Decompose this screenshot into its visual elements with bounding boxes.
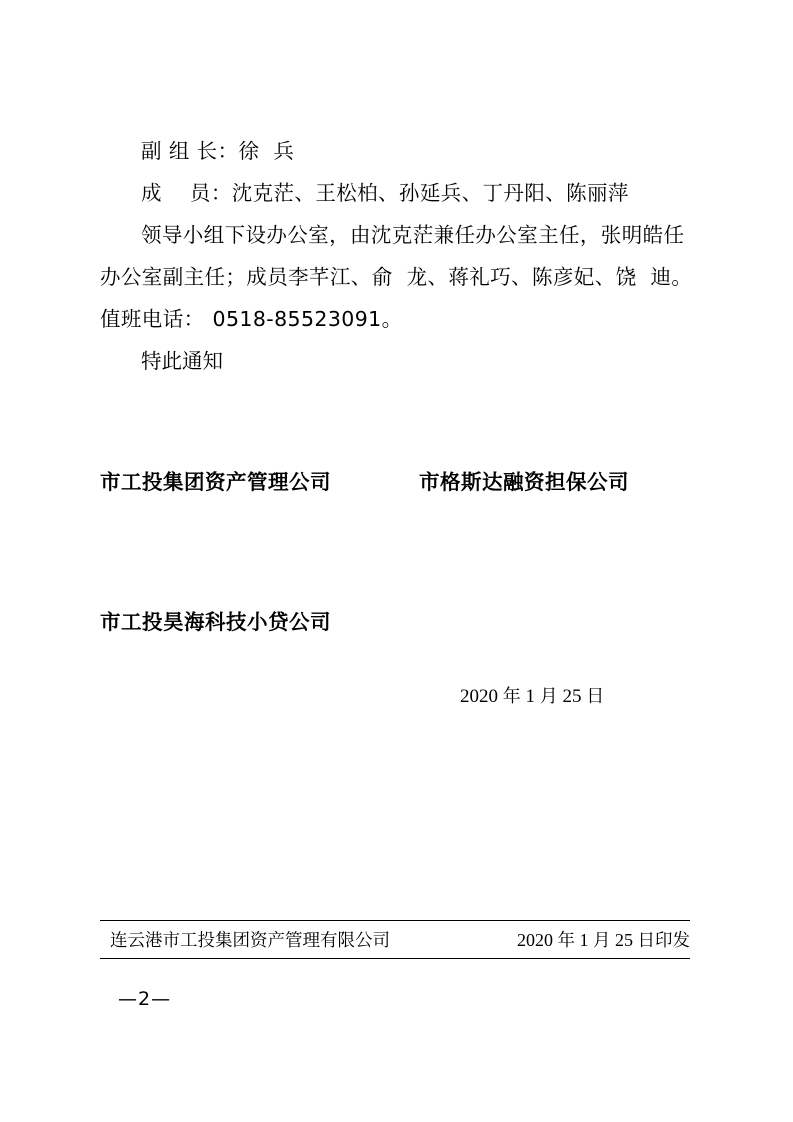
signer-guarantee-company: 市格斯达融资担保公司 [419, 470, 629, 494]
footer-issue-date [517, 927, 690, 952]
paragraph-office-line2 [100, 256, 710, 298]
page-number: —2— [118, 988, 172, 1010]
office-line1-text: 领导小组下设办公室，由沈克茫兼任办公室主任，张明皓任 [141, 223, 685, 247]
footer-date-day-char: 日印发 [637, 931, 690, 951]
duty-phone-number: 0518-85523091 [212, 307, 382, 331]
office-line2-part1: 办公室副主任；成员李芊江、俞 [100, 265, 393, 289]
signature-row-1 [100, 465, 720, 495]
footer-date-month-char: 月 [593, 931, 611, 951]
deputy-leader-name-second: 兵 [273, 139, 295, 163]
members-names: 沈克茫、王松柏、孙延兵、丁丹阳、陈丽萍 [231, 181, 629, 205]
paragraph-deputy-leader [100, 130, 710, 172]
date-year-char: 年 [502, 686, 521, 707]
office-line2-part3: 迪。 [650, 265, 693, 289]
signature-block [100, 465, 720, 495]
date-month-char: 月 [539, 686, 558, 707]
members-label: 成 [141, 181, 162, 205]
duty-phone-label: 值班电话： [100, 307, 205, 331]
document-date [460, 682, 604, 708]
deputy-leader-label: 副 组 长 [141, 139, 218, 163]
footer-date-day: 25 [615, 930, 633, 950]
office-line2-part2: 龙、蒋礼巧、陈彦妃、饶 [406, 265, 637, 289]
paragraph-members [100, 172, 710, 214]
paragraph-notice-end [100, 340, 710, 382]
footer-date-year: 2020 [517, 930, 553, 950]
paragraph-duty-phone [100, 298, 710, 340]
signer-asset-management: 市工投集团资产管理公司 [100, 470, 331, 494]
footer-date-year-char: 年 [557, 931, 575, 951]
deputy-leader-name-first: 徐 [238, 139, 260, 163]
date-day: 25 [562, 686, 582, 707]
footer-rule-bottom [100, 958, 690, 959]
date-month: 1 [525, 686, 535, 707]
notice-end-text: 特此通知 [141, 349, 223, 373]
page-footer [100, 920, 690, 959]
deputy-leader-colon: ： [217, 139, 239, 163]
document-body [100, 130, 710, 382]
duty-phone-period: 。 [381, 307, 403, 331]
footer-issuer: 连云港市工投集团资产管理有限公司 [110, 931, 390, 951]
paragraph-office-line1 [100, 214, 710, 256]
signature-row-2 [100, 605, 331, 635]
signer-haohai-microcredit: 市工投昊海科技小贷公司 [100, 610, 331, 634]
footer-date-month: 1 [579, 930, 589, 950]
footer-row [100, 921, 690, 955]
date-year: 2020 [460, 686, 498, 707]
date-day-char: 日 [586, 686, 605, 707]
members-colon: ： [210, 181, 232, 205]
members-label-second: 员 [189, 181, 211, 205]
